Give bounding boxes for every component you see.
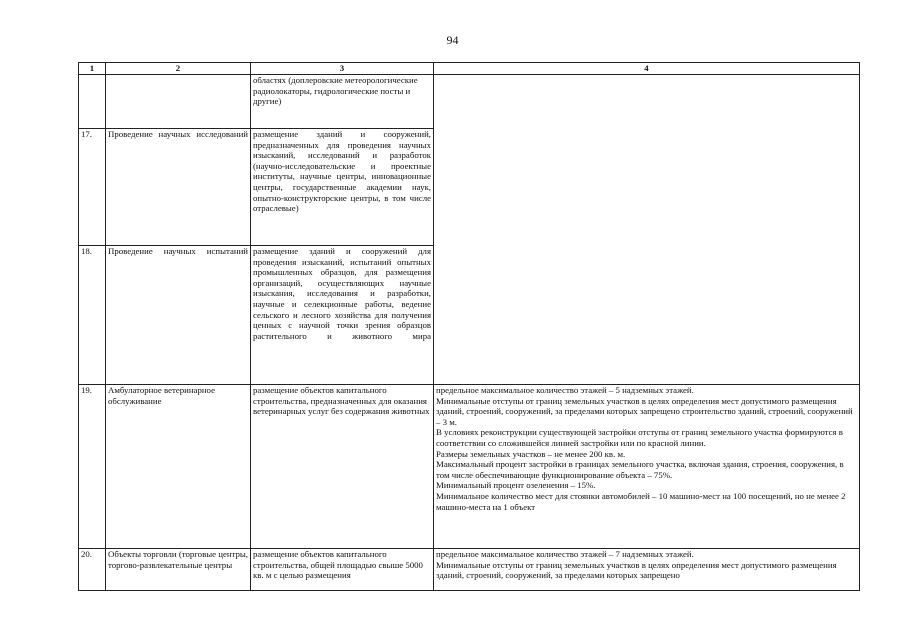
parameter-line: Максимальный процент застройки в границах земельного участка, включая здания, строения, сооружения, в том числе обеспечивающие функционирование объекта – 75%.: [436, 459, 844, 480]
header-col-4: 4: [434, 63, 860, 75]
parameter-line: Минимальные отступы от границ земельных участков в целях определения мест допустимого размещения зданий, строений, сооружений, за пределами которых запрещено: [436, 559, 837, 581]
row-number: 17.: [79, 129, 106, 246]
use-name: Амбулаторное ветеринарное обслуживание: [106, 385, 251, 549]
parameter-line: Минимальный процент озеленения – 15%.: [436, 480, 596, 491]
use-name: Объекты торговли (торговые центры, торгово-развлекательные центры: [106, 549, 251, 591]
parameters-cell-merged: [434, 75, 860, 385]
use-description: размещение объектов капитального строительства, общей площадью свыше 5000 кв. м с целью размещения: [251, 549, 434, 591]
parameter-line: предельное максимальное количество этажей – 7 надземных этажей.: [436, 549, 694, 559]
parameter-line: Минимальные отступы от границ земельных участков в целях определения мест допустимого размещения зданий, строений, сооружений, за пределами которых запрещено строительство зданий, строений, сооружений – 3 м.: [436, 395, 853, 427]
row-number: 20.: [79, 549, 106, 591]
page-number: 94: [446, 33, 459, 47]
parameter-line: В условиях реконструкции существующей застройки отступы от границ земельного участка формируются в соответствии со сложившейся линией застройки или по красной линии.: [436, 427, 843, 448]
use-description: размещение зданий и сооружений для проведения изысканий, испытаний опытных промышленных образцов, для размещения организаций, осуществляющих научные изыскания, исследования и разработки, научные и селекционные работы, ведение сельского и лесного хозяйства для получения ценных с научной точки зрения образцов растительного и животного мира: [251, 246, 434, 385]
row-number: [79, 75, 106, 129]
parameter-line: предельное максимальное количество этажей – 5 надземных этажей.: [436, 385, 694, 395]
table-header-row: [79, 63, 860, 75]
row-number: 19.: [79, 385, 106, 549]
parameter-line: Минимальное количество мест для стоянки автомобилей – 10 машино-мест на 100 посещений, но не менее 2 машино-места на 1 объект: [436, 490, 846, 512]
row-number: 18.: [79, 246, 106, 385]
header-col-1: 1: [79, 63, 106, 75]
use-name: Проведение научных исследований: [106, 129, 251, 246]
table-row: [79, 385, 860, 549]
table-row: [79, 75, 860, 129]
header-col-2: 2: [106, 63, 251, 75]
use-description: размещение объектов капитального строительства, предназначенных для оказания ветеринарных услуг без содержания животных: [251, 385, 434, 549]
parameters-cell: [434, 385, 860, 549]
use-description: областях (доплеровские метеорологические радиолокаторы, гидрологические посты и другие): [251, 75, 434, 129]
parameters-cell: [434, 549, 860, 591]
parameter-line: Размеры земельных участков – не менее 200 кв. м.: [436, 448, 626, 459]
use-name: Проведение научных испытаний: [106, 246, 251, 385]
zoning-regulations-table: [78, 62, 860, 591]
use-name: [106, 75, 251, 129]
table-row: [79, 549, 860, 591]
header-col-3: 3: [251, 63, 434, 75]
use-description: размещение зданий и сооружений, предназначенных для проведения научных изысканий, исследований и разработок (научно-исследовательские и проектные институты, научные центры, инновационные центры, государственные академии наук, опытно-конструкторские центры, в том числе отраслевые): [251, 129, 434, 246]
